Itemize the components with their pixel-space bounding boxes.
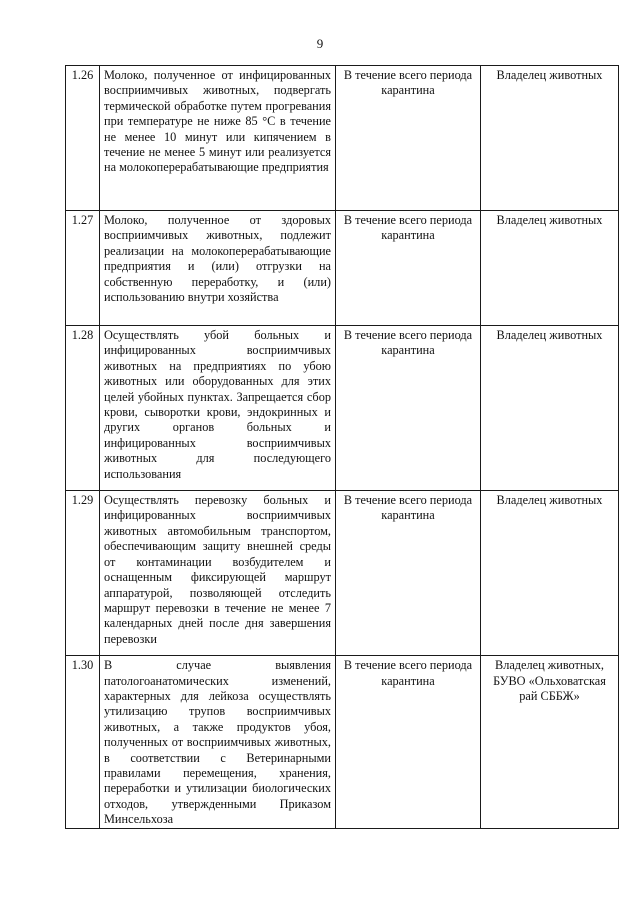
measure-text: Осуществлять перевозку больных и инфицированных восприимчивых животных автомобильным транспортом, обеспечивающим защиту внешней среды от контаминации возбудителем и оснащенным фиксирующей маршрут аппаратурой, позволяющей отследить маршрут перевозки в течение не менее 7 календарных дней после дня завершения перевозки (100, 491, 336, 656)
row-number: 1.27 (66, 211, 100, 326)
row-number: 1.30 (66, 656, 100, 828)
row-number: 1.28 (66, 326, 100, 491)
measure-text: В случае выявления патологоанатомических изменений, характерных для лейкоза осуществлять утилизацию трупов восприимчивых животных, а также продуктов убоя, полученных от восприимчивых животных, в соответствии с Ветеринарными правилами перемещения, хранения, переработки и утилизации биологических отходов, утвержденными Приказом Минсельхоза (100, 656, 336, 828)
term-text: В течение всего периода карантина (336, 326, 481, 491)
term-text: В течение всего периода карантина (336, 656, 481, 828)
row-number: 1.29 (66, 491, 100, 656)
table-row (66, 66, 619, 211)
responsible-text: Владелец животных (481, 211, 619, 326)
responsible-text: Владелец животных (481, 66, 619, 211)
table-row (66, 326, 619, 491)
responsible-text: Владелец животных (481, 326, 619, 491)
term-text: В течение всего периода карантина (336, 491, 481, 656)
table-row (66, 211, 619, 326)
responsible-text: Владелец животных, БУВО «Ольховатская рай СББЖ» (481, 656, 619, 828)
table-row (66, 656, 619, 828)
measure-text: Молоко, полученное от здоровых восприимчивых животных, подлежит реализации на молокоперерабатывающие предприятия и (или) отгрузки на собственную переработку, и (или) использованию внутри хозяйства (100, 211, 336, 326)
page-number: 9 (316, 36, 324, 51)
measure-text: Молоко, полученное от инфицированных восприимчивых животных, подвергать термической обработке путем прогревания при температуре не ниже 85 °С в течение не менее 10 минут или кипячением в течение не менее 5 минут или реализуется на молокоперерабатывающие предприятия (100, 66, 336, 211)
measure-text: Осуществлять убой больных и инфицированных восприимчивых животных на предприятиях по убою животных или оборудованных для этих целей убойных пунктах. Запрещается сбор крови, сыворотки крови, эндокринных и других органов больных и инфицированных восприимчивых животных для последующего использования (100, 326, 336, 491)
table-row (66, 491, 619, 656)
row-number: 1.26 (66, 66, 100, 211)
responsible-text: Владелец животных (481, 491, 619, 656)
measures-table (65, 65, 619, 829)
term-text: В течение всего периода карантина (336, 211, 481, 326)
term-text: В течение всего периода карантина (336, 66, 481, 211)
